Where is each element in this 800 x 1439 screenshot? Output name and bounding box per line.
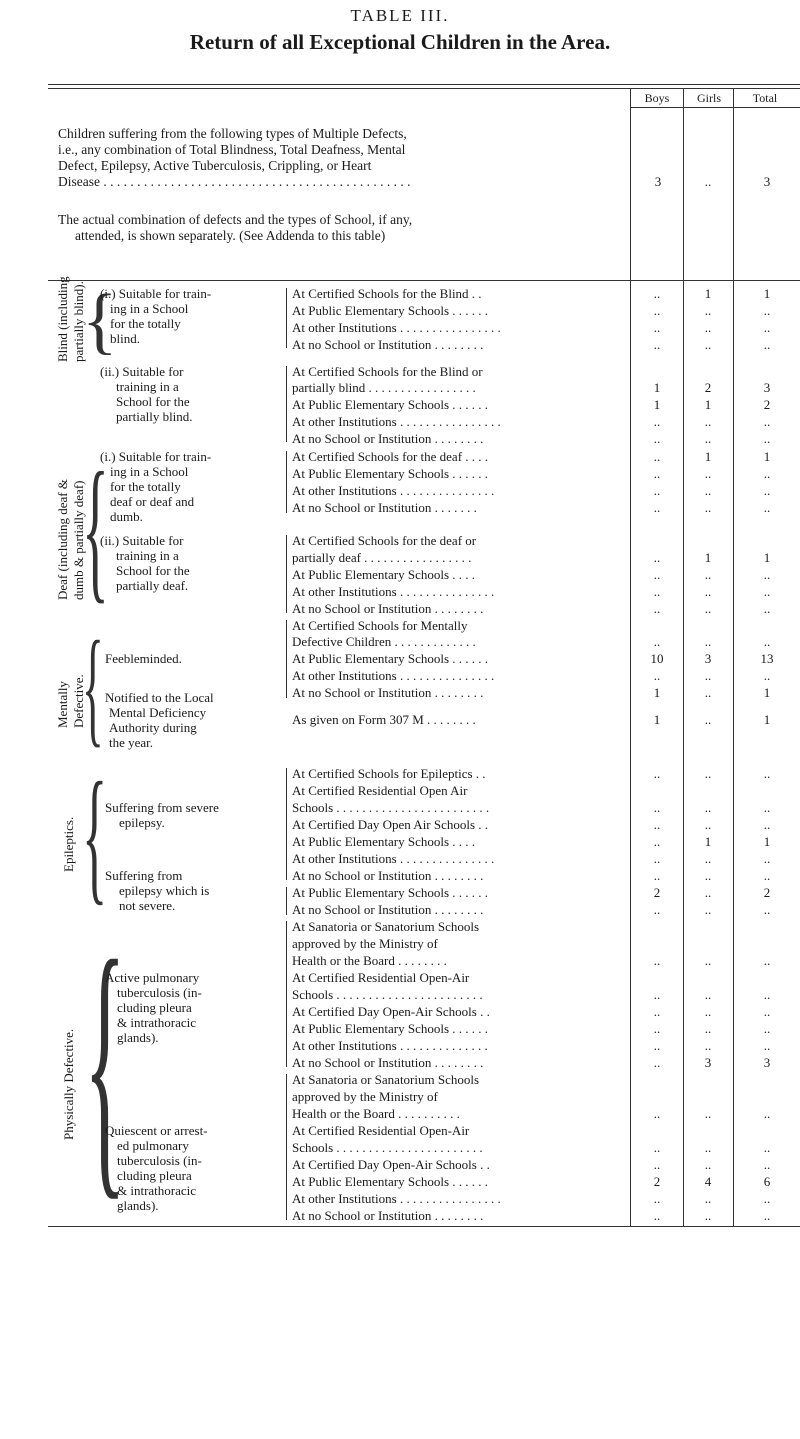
group-deaf: Deaf (including deaf & (55, 479, 70, 600)
girls-value: 3 (704, 651, 712, 666)
top-rule-2 (48, 88, 800, 89)
group-epileptics: Epileptics. (61, 816, 76, 872)
category-active-tb: Active pulmonary tuberculosis (in- cluding pleura & intrathoracic glands). (105, 970, 202, 1045)
total-value: .. (763, 414, 771, 429)
girls-value: 1 (704, 397, 712, 412)
row-label: At Certified Day Open Air Schools . . (292, 817, 489, 832)
girls-value: .. (704, 466, 712, 481)
boys-value: .. (653, 1106, 661, 1121)
girls-value: .. (704, 1140, 712, 1155)
category-blind-totally: (i.) Suitable for train- ing in a School for the totally blind. (100, 286, 212, 346)
boys-value: .. (653, 1055, 661, 1070)
boys-value: .. (653, 1038, 661, 1053)
total-value: .. (763, 987, 771, 1002)
total-value: .. (763, 902, 771, 917)
row-label: At Certified Schools for the Blind . . (292, 286, 482, 301)
category-deaf-partially: (ii.) Suitable for training in a School for the partially deaf. (100, 533, 190, 593)
row-label: At other Institutions . . . . . . . . . . . . . . . (292, 584, 495, 599)
total-value: 1 (763, 449, 771, 464)
total-value: .. (763, 1140, 771, 1155)
girls-value: .. (704, 902, 712, 917)
total-value: .. (763, 1004, 771, 1019)
boys-value: .. (653, 1208, 661, 1223)
row-label: At no School or Institution . . . . . . . . (292, 868, 484, 883)
girls-value: .. (704, 634, 712, 649)
boys-value: .. (653, 1021, 661, 1036)
category-epilepsy-severe: Suffering from severe epilepsy. (105, 800, 219, 830)
boys-value: .. (653, 601, 661, 616)
total-value: 13 (760, 651, 774, 666)
boys-value: .. (653, 1191, 661, 1206)
brace-mental: { (82, 615, 104, 759)
total-value: 1 (763, 286, 771, 301)
school-bracket (286, 887, 287, 915)
total-value: .. (763, 500, 771, 515)
header-rule (48, 280, 800, 281)
boys-value: .. (653, 449, 661, 464)
girls-value: .. (704, 668, 712, 683)
total-value: .. (763, 1208, 771, 1223)
row-label: As given on Form 307 M . . . . . . . . (292, 712, 476, 727)
boys-value: .. (653, 414, 661, 429)
category-notified: Notified to the Local Mental Deficiency Authority during the year. (105, 690, 214, 750)
girls-value: .. (704, 584, 712, 599)
row-label: At other Institutions . . . . . . . . . . . . . . (292, 1038, 488, 1053)
total-value: .. (763, 668, 771, 683)
row-label: At Certified Schools for Epileptics . . (292, 766, 486, 781)
boys-value: .. (653, 1157, 661, 1172)
row-label: At Certified Schools for the deaf . . . . (292, 449, 489, 464)
total-value: 6 (763, 1174, 771, 1189)
table-number: TABLE III. (350, 6, 450, 25)
girls-value: 1 (704, 550, 712, 565)
girls-value: .. (704, 1038, 712, 1053)
row-label: At no School or Institution . . . . . . . . (292, 601, 484, 616)
row-label: At Certified Residential Open-Air (292, 1123, 470, 1138)
boys-value: .. (653, 953, 661, 968)
row-label: At Sanatoria or Sanatorium Schools (292, 919, 480, 934)
total-value: 1 (763, 550, 771, 565)
boys-value: .. (653, 868, 661, 883)
boys-value: .. (653, 500, 661, 515)
girls-column-rule (683, 88, 684, 1226)
boys-value: .. (653, 303, 661, 318)
row-label: At other Institutions . . . . . . . . . . . . . . . (292, 851, 495, 866)
girls-value: .. (704, 1004, 712, 1019)
boys-value: .. (653, 320, 661, 335)
total-value: .. (763, 1191, 771, 1206)
row-label: At Certified Schools for the deaf or (292, 533, 477, 548)
row-label: At Certified Residential Open Air (292, 783, 468, 798)
total-value: 1 (763, 685, 771, 700)
total-value: .. (763, 466, 771, 481)
total-column-rule (733, 88, 734, 1226)
row-label: approved by the Ministry of (292, 1089, 438, 1104)
total-value: 3 (763, 380, 771, 395)
boys-value: .. (653, 902, 661, 917)
boys-value: 1 (653, 712, 661, 727)
girls-value: .. (704, 851, 712, 866)
total-value: .. (763, 634, 771, 649)
boys-value: 2 (653, 885, 661, 900)
total-value: .. (763, 1106, 771, 1121)
boys-value: .. (653, 286, 661, 301)
boys-header: Boys (644, 91, 670, 105)
row-label: partially deaf . . . . . . . . . . . . . . . . . (292, 550, 472, 565)
girls-value: 2 (704, 380, 712, 395)
total-value: .. (763, 817, 771, 832)
girls-value: .. (704, 766, 712, 781)
girls-value: .. (704, 712, 712, 727)
girls-value: .. (704, 685, 712, 700)
row-label: At other Institutions . . . . . . . . . . . . . . . . (292, 320, 501, 335)
group-mental-sub: Defective. (71, 674, 86, 728)
row-label: At Certified Schools for the Blind or (292, 364, 483, 379)
row-label: Health or the Board . . . . . . . . (292, 953, 447, 968)
row-label: At Certified Residential Open-Air (292, 970, 470, 985)
row-label: At other Institutions . . . . . . . . . . . . . . . . (292, 414, 501, 429)
top-rule (48, 84, 800, 85)
row-label: At Public Elementary Schools . . . . . . (292, 651, 489, 666)
boys-value: 10 (650, 651, 664, 666)
boys-value: .. (653, 634, 661, 649)
total-value: .. (763, 601, 771, 616)
column-header-rule (630, 107, 800, 108)
girls-value: .. (704, 817, 712, 832)
school-bracket (286, 535, 287, 613)
row-label: Defective Children . . . . . . . . . . . . . (292, 634, 476, 649)
girls-value: .. (704, 987, 712, 1002)
girls-value: .. (704, 800, 712, 815)
category-quiescent-tb: Quiescent or arrest- ed pulmonary tuberculosis (in- cluding pleura & intrathoracic glands). (105, 1123, 208, 1213)
intro-girls-value: .. (704, 174, 712, 189)
intro-note: The actual combination of defects and the types of School, if any, (58, 212, 413, 227)
boys-value: .. (653, 550, 661, 565)
total-value: 1 (763, 834, 771, 849)
boys-value: .. (653, 766, 661, 781)
row-label: At Public Elementary Schools . . . . . . (292, 1174, 489, 1189)
row-label: At no School or Institution . . . . . . . . (292, 902, 484, 917)
row-label: Schools . . . . . . . . . . . . . . . . . . . . . . . (292, 987, 483, 1002)
girls-value: .. (704, 500, 712, 515)
row-label: At no School or Institution . . . . . . . . (292, 1055, 484, 1070)
boys-value: .. (653, 584, 661, 599)
boys-value: 2 (653, 1174, 661, 1189)
row-label: At Certified Schools for Mentally (292, 618, 468, 633)
boys-value: .. (653, 337, 661, 352)
boys-value: .. (653, 668, 661, 683)
row-label: At Public Elementary Schools . . . . . . (292, 397, 489, 412)
girls-value: .. (704, 1157, 712, 1172)
girls-value: .. (704, 601, 712, 616)
row-label: Schools . . . . . . . . . . . . . . . . . . . . . . . . (292, 800, 490, 815)
girls-value: 3 (704, 1055, 712, 1070)
boys-value: .. (653, 483, 661, 498)
total-value: .. (763, 1157, 771, 1172)
total-value: .. (763, 431, 771, 446)
boys-value: .. (653, 466, 661, 481)
total-value: .. (763, 483, 771, 498)
row-label: At Public Elementary Schools . . . . . . (292, 303, 489, 318)
total-value: .. (763, 953, 771, 968)
row-label: Schools . . . . . . . . . . . . . . . . . . . . . . . (292, 1140, 483, 1155)
group-physical: Physically Defective. (61, 1028, 76, 1140)
total-value: .. (763, 851, 771, 866)
total-value: .. (763, 766, 771, 781)
row-label: At other Institutions . . . . . . . . . . . . . . . (292, 483, 495, 498)
girls-value: .. (704, 337, 712, 352)
boys-value: .. (653, 851, 661, 866)
row-label: At no School or Institution . . . . . . . . (292, 685, 484, 700)
girls-value: .. (704, 953, 712, 968)
girls-value: 1 (704, 449, 712, 464)
boys-value: .. (653, 800, 661, 815)
school-bracket (286, 768, 287, 880)
girls-value: .. (704, 567, 712, 582)
total-value: .. (763, 567, 771, 582)
row-label: At no School or Institution . . . . . . . (292, 500, 477, 515)
row-label: At Certified Day Open-Air Schools . . (292, 1004, 490, 1019)
intro-line: Disease . . . . . . . . . . . . . . . . . . . . . . . . . . . . . . . . . . . . . . . . . . . . . . (58, 174, 411, 189)
girls-value: .. (704, 868, 712, 883)
row-label: At Sanatoria or Sanatorium Schools (292, 1072, 480, 1087)
total-value: .. (763, 868, 771, 883)
bottom-rule (48, 1226, 800, 1227)
boys-column-rule (630, 88, 631, 1226)
girls-value: 1 (704, 286, 712, 301)
row-label: At other Institutions . . . . . . . . . . . . . . . (292, 668, 495, 683)
boys-value: .. (653, 817, 661, 832)
row-label: At Public Elementary Schools . . . . . . (292, 1021, 489, 1036)
row-label: At no School or Institution . . . . . . . . (292, 337, 484, 352)
girls-value: 4 (704, 1174, 712, 1189)
boys-value: .. (653, 987, 661, 1002)
total-value: .. (763, 337, 771, 352)
group-mental: Mentally (55, 681, 70, 728)
row-label: At Certified Day Open-Air Schools . . (292, 1157, 490, 1172)
row-label: At Public Elementary Schools . . . . (292, 567, 476, 582)
brace-physical: { (84, 902, 126, 1223)
girls-value: .. (704, 1021, 712, 1036)
total-value: 3 (763, 1055, 771, 1070)
total-value: .. (763, 800, 771, 815)
boys-value: 1 (653, 397, 661, 412)
total-value: 2 (763, 397, 771, 412)
school-bracket (286, 451, 287, 513)
row-label: partially blind . . . . . . . . . . . . . . . . . (292, 380, 476, 395)
category-feebleminded: Feebleminded. (105, 651, 182, 666)
total-header: Total (752, 91, 778, 105)
total-value: 1 (763, 712, 771, 727)
girls-value: .. (704, 1191, 712, 1206)
boys-value: .. (653, 834, 661, 849)
total-value: .. (763, 320, 771, 335)
group-blind: Blind (including (55, 276, 70, 362)
intro-line: Defect, Epilepsy, Active Tuberculosis, Crippling, or Heart (58, 158, 372, 173)
school-bracket (286, 288, 287, 348)
row-label: At no School or Institution . . . . . . . . (292, 1208, 484, 1223)
brace-deaf: { (82, 439, 109, 617)
row-label: At Public Elementary Schools . . . . . . (292, 466, 489, 481)
girls-value: .. (704, 1208, 712, 1223)
boys-value: .. (653, 1004, 661, 1019)
boys-value: .. (653, 1140, 661, 1155)
school-bracket (286, 620, 287, 698)
intro-note: attended, is shown separately. (See Addenda to this table) (75, 228, 386, 243)
girls-value: .. (704, 414, 712, 429)
boys-value: .. (653, 567, 661, 582)
row-label: At Public Elementary Schools . . . . (292, 834, 476, 849)
category-epilepsy-mild: Suffering from epilepsy which is not severe. (105, 868, 210, 913)
category-blind-partially: (ii.) Suitable for training in a School for the partially blind. (100, 364, 193, 424)
total-value: .. (763, 303, 771, 318)
row-label: Health or the Board . . . . . . . . . . (292, 1106, 460, 1121)
row-label: At no School or Institution . . . . . . . . (292, 431, 484, 446)
girls-header: Girls (697, 91, 721, 105)
girls-value: .. (704, 431, 712, 446)
girls-value: 1 (704, 834, 712, 849)
boys-value: 1 (653, 685, 661, 700)
row-label: At other Institutions . . . . . . . . . . . . . . . . (292, 1191, 501, 1206)
total-value: .. (763, 1021, 771, 1036)
brace-epileptics: { (82, 752, 108, 918)
intro-line: i.e., any combination of Total Blindness, Total Deafness, Mental (58, 142, 406, 157)
category-deaf-totally: (i.) Suitable for train- ing in a School for the totally deaf or deaf and dumb. (100, 449, 212, 524)
total-value: 2 (763, 885, 771, 900)
row-label: At Public Elementary Schools . . . . . . (292, 885, 489, 900)
girls-value: .. (704, 483, 712, 498)
boys-value: 1 (653, 380, 661, 395)
row-label: approved by the Ministry of (292, 936, 438, 951)
girls-value: .. (704, 1106, 712, 1121)
school-bracket (286, 921, 287, 1067)
brace-blind: { (82, 280, 118, 362)
girls-value: .. (704, 885, 712, 900)
girls-value: .. (704, 320, 712, 335)
group-deaf-sub: dumb & partially deaf) (71, 480, 86, 600)
group-blind-sub: partially blind). (71, 281, 86, 362)
school-bracket (286, 366, 287, 442)
intro-line: Children suffering from the following types of Multiple Defects, (58, 126, 407, 141)
intro-total-value: 3 (763, 174, 771, 189)
total-value: .. (763, 584, 771, 599)
boys-value: .. (653, 431, 661, 446)
total-value: .. (763, 1038, 771, 1053)
table-title: Return of all Exceptional Children in the Area. (189, 30, 611, 54)
girls-value: .. (704, 303, 712, 318)
intro-boys-value: 3 (654, 174, 662, 189)
school-bracket (286, 1074, 287, 1220)
